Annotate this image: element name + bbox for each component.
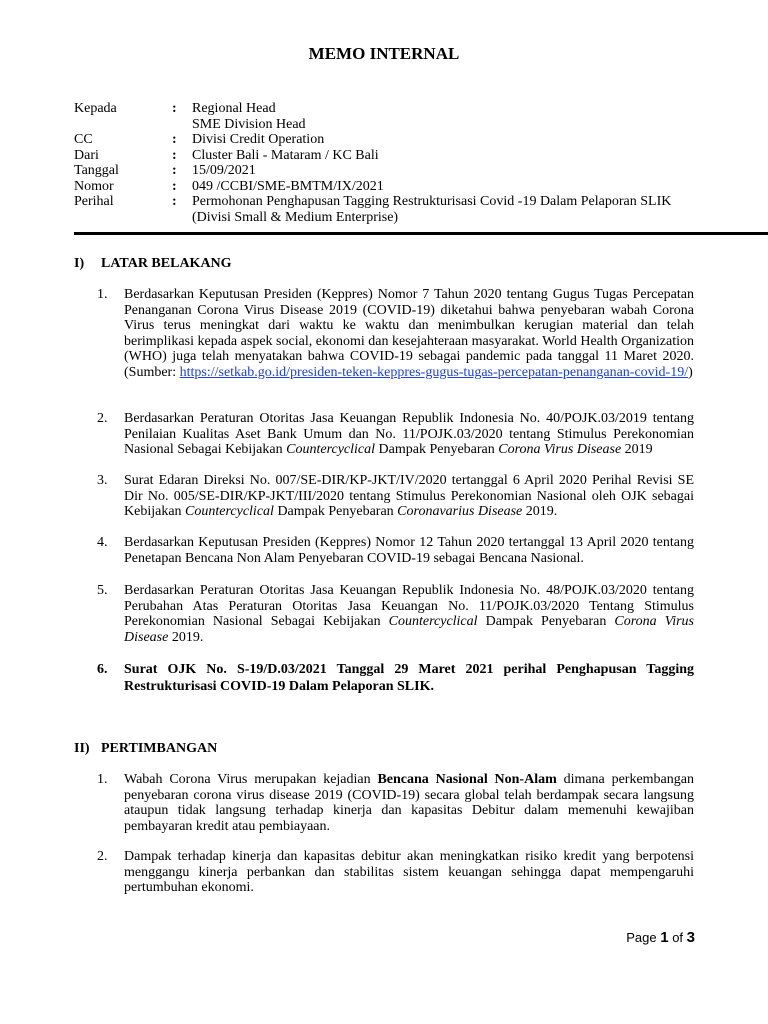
header-row-nomor bbox=[74, 179, 692, 195]
list-text-body: Berdasarkan Peraturan Otoritas Jasa Keuangan Republik Indonesia No. 40/POJK.03/2019 tentang Penilaian Kualitas Aset Bank Umum dan No. 11/POJK.03/2020 tentang Stimulus Perekonomian Nasional Sebagai Kebijakan bbox=[124, 411, 694, 457]
memo-title: MEMO INTERNAL bbox=[308, 44, 460, 63]
bold-term: Bencana Nasional Non-Alam bbox=[377, 772, 557, 787]
list-text bbox=[124, 772, 694, 834]
list-text-body: dimana perkembangan penyebaran corona virus disease 2019 (COVID-19) secara global telah berdampak secara langsung ataupun tidak langsung terhadap kinerja dan kapasitas Debitur dalam memenuhi kewajiban pembayaran kredit atau pembiayaan. bbox=[124, 772, 694, 834]
header-colon-empty bbox=[172, 117, 192, 133]
page-label: Page bbox=[626, 930, 657, 945]
list-text-body: Wabah Corona Virus merupakan kejadian bbox=[124, 772, 378, 787]
list-item bbox=[97, 287, 694, 380]
list-item bbox=[97, 473, 694, 520]
list-text-body: Surat Edaran Direksi No. 007/SE-DIR/KP-JKT/IV/2020 tertanggal 6 April 2020 Perihal Revisi SE Dir No. 005/SE-DIR/KP-JKT/III/2020 tentang Stimulus Perekonomian Nasional oleh OJK sebagai Kebijakan bbox=[124, 473, 694, 519]
page-footer bbox=[626, 929, 695, 946]
source-link[interactable]: https://setkab.go.id/presiden-teken-keppres-gugus-tugas-percepatan-penanganan-covid-19/ bbox=[179, 364, 689, 380]
memo-header bbox=[74, 101, 692, 225]
header-colon: : bbox=[172, 194, 177, 209]
list-text-body: 2019 bbox=[621, 442, 653, 457]
header-colon: : bbox=[172, 178, 177, 194]
header-label: Tanggal bbox=[74, 163, 119, 178]
list-text: Berdasarkan Keputusan Presiden (Keppres) Nomor 12 Tahun 2020 tertanggal 13 April 2020 tentang Penetapan Bencana Non Alam Penyebaran COVID-19 sebagai Bencana Nasional. bbox=[124, 535, 694, 566]
header-label: CC bbox=[74, 132, 93, 147]
page-total: 3 bbox=[686, 929, 695, 946]
header-value: 049 /CCBI/SME-BMTM/IX/2021 bbox=[192, 178, 384, 194]
italic-term: Corona Virus Disease bbox=[498, 442, 622, 457]
list-text-body: Dampak Penyebaran bbox=[477, 614, 615, 629]
list-text: Surat OJK No. S-19/D.03/2021 Tanggal 29 Maret 2021 perihal Penghapusan Tagging Restrukturisasi COVID-19 Dalam Pelaporan SLIK. bbox=[124, 662, 694, 694]
header-row-dari bbox=[74, 148, 692, 164]
italic-term: Coronavarius Disease bbox=[397, 504, 523, 519]
header-row-cc bbox=[74, 132, 692, 148]
list-item bbox=[97, 535, 694, 566]
header-label bbox=[74, 210, 172, 226]
list-number: 2. bbox=[97, 411, 108, 426]
list-number: 4. bbox=[97, 535, 108, 550]
header-label: Nomor bbox=[74, 178, 114, 194]
list-text bbox=[124, 583, 694, 645]
section-title: LATAR BELAKANG bbox=[101, 256, 232, 271]
list-item bbox=[97, 849, 694, 896]
header-colon: : bbox=[172, 147, 177, 163]
list-number: 5. bbox=[97, 583, 108, 598]
list-item bbox=[97, 583, 694, 645]
list-text-end: ) bbox=[688, 364, 693, 380]
header-divider bbox=[74, 232, 768, 235]
list-item bbox=[97, 411, 694, 458]
list-number: 1. bbox=[97, 772, 108, 787]
header-colon: : bbox=[172, 163, 177, 178]
list-item bbox=[97, 772, 694, 834]
section-heading-pertimbangan bbox=[74, 741, 217, 757]
section-title: PERTIMBANGAN bbox=[101, 741, 218, 756]
list-item bbox=[97, 661, 694, 695]
header-value: (Divisi Small & Medium Enterprise) bbox=[192, 209, 399, 225]
header-value: Permohonan Penghapusan Tagging Restrukturisasi Covid -19 Dalam Pelaporan SLIK bbox=[192, 194, 672, 209]
header-row-tanggal bbox=[74, 163, 692, 179]
header-label: Perihal bbox=[74, 194, 114, 209]
list-number: 1. bbox=[97, 287, 108, 302]
list-text: Dampak terhadap kinerja dan kapasitas debitur akan meningkatkan risiko kredit yang berpotensi menggangu kinerja perbankan dan stabilitas sistem keuangan sehingga dapat mempengaruhi pertumbuhan ekonomi. bbox=[124, 849, 694, 895]
header-value: Regional Head bbox=[192, 101, 276, 116]
header-row-perihal bbox=[74, 194, 692, 210]
header-row-kepada-2 bbox=[74, 117, 692, 133]
italic-term: Countercyclical bbox=[185, 504, 274, 519]
of-label: of bbox=[672, 930, 684, 945]
list-text-body: Dampak Penyebaran bbox=[273, 504, 398, 519]
list-text-body: 2019. bbox=[522, 504, 558, 519]
header-label bbox=[74, 117, 172, 133]
section-heading-latar-belakang bbox=[74, 256, 232, 272]
list-number: 6. bbox=[97, 662, 108, 677]
header-row-perihal-2 bbox=[74, 210, 692, 226]
header-label: Kepada bbox=[74, 101, 117, 116]
header-value: SME Division Head bbox=[192, 116, 306, 132]
list-text bbox=[124, 411, 694, 458]
header-row-kepada bbox=[74, 101, 692, 117]
italic-term: Countercyclical bbox=[286, 442, 376, 457]
header-colon: : bbox=[172, 132, 177, 147]
header-colon-empty bbox=[172, 210, 192, 226]
section-number: II) bbox=[74, 741, 90, 756]
header-value: Divisi Credit Operation bbox=[192, 132, 325, 147]
list-text-body: 2019. bbox=[168, 629, 204, 645]
header-value: 15/09/2021 bbox=[192, 163, 256, 178]
list-text-body: Dampak Penyebaran bbox=[375, 442, 499, 457]
list-text bbox=[124, 287, 694, 380]
list-number: 3. bbox=[97, 473, 108, 488]
page-current: 1 bbox=[660, 929, 669, 946]
italic-term: Countercyclical bbox=[388, 614, 478, 629]
list-number: 2. bbox=[97, 849, 108, 864]
header-label: Dari bbox=[74, 147, 99, 163]
header-value: Cluster Bali - Mataram / KC Bali bbox=[192, 147, 379, 163]
section-number: I) bbox=[74, 256, 85, 271]
list-text bbox=[124, 473, 694, 520]
list-text-body: Berdasarkan Keputusan Presiden (Keppres) Nomor 7 Tahun 2020 tentang Gugus Tugas Percepatan Penanganan Corona Virus Disease 2019 (COVID-19) diketahui bahwa penyebaran wabah Corona Virus terus meningkat dari waktu ke waktu dan menimbulkan kerugian material dan telah berimplikasi kepada aspek social, ekonomi dan kesejahteraan masyarakat. World Health Organization (WHO) juga telah menyatakan bahwa COVID-19 sebagai pandemic pada tanggal 11 Maret 2020. (Sumber: bbox=[124, 287, 694, 380]
header-colon: : bbox=[172, 101, 177, 116]
list-text-body: Berdasarkan Peraturan Otoritas Jasa Keuangan Republik Indonesia No. 48/POJK.03/2020 tentang Perubahan Atas Peraturan Otoritas Jasa Keuangan No. 11/POJK.03/2020 Tentang Stimulus Perekonomian Nasional Sebagai Kebijakan bbox=[124, 583, 694, 629]
italic-term: Corona Virus Disease bbox=[124, 614, 694, 645]
